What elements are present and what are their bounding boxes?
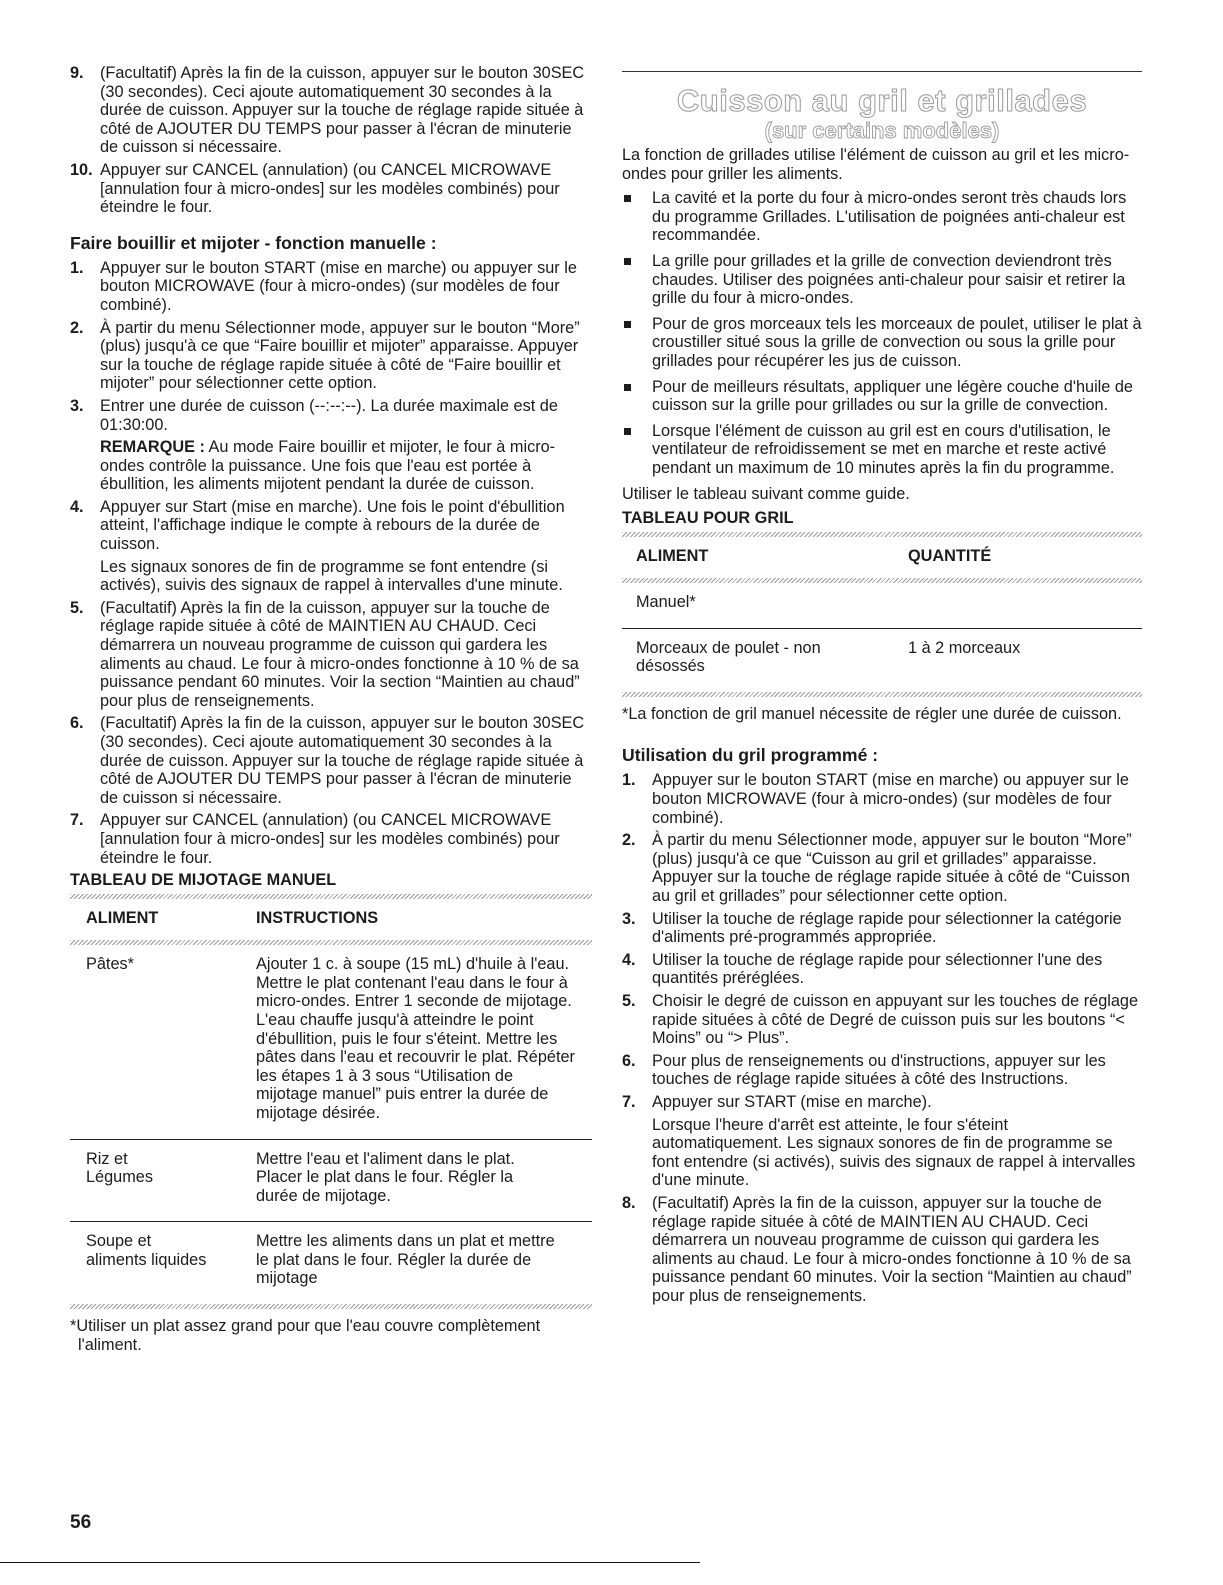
- list-item: 1. Appuyer sur le bouton START (mise en marche) ou appuyer sur le bouton MICROWAVE (four à micro-ondes) (sur modèles de four combiné).: [622, 771, 1129, 827]
- list-item: 8. (Facultatif) Après la fin de la cuisson, appuyer sur la touche de réglage rapide située à côté de MAINTIEN AU CHAUD. Ceci démarrera un nouveau programme de cuisson qui gardera les aliments au chaud. Le four à micro-ondes fonctionne à 10 % de sa puissance pendant 60 minutes. Voir la section “Maintien au chaud” pour plus de renseignements.: [622, 1193, 1132, 1305]
- simmer-table-title: TABLEAU DE MIJOTAGE MANUEL: [70, 871, 337, 890]
- grill-table-title: TABLEAU POUR GRIL: [622, 509, 794, 528]
- page-number: 56: [70, 1512, 92, 1533]
- steps-continued-list: [70, 64, 592, 217]
- list-item: 2. À partir du menu Sélectionner mode, appuyer sur le bouton “More” (plus) jusqu'à ce que “Faire bouillir et mijoter” apparaisse. Appuyer sur la touche de réglage rapide située à côté de “Faire bouillir et mijoter” pour sélectionner cette option.: [70, 318, 580, 393]
- table-row: Manuel*: [636, 593, 696, 612]
- list-item: 7. Appuyer sur START (mise en marche). Lorsque l'heure d'arrêt est atteinte, le four s'éteint automatiquement. Les signaux sonores de fin de programme se font entendre (si activés), suivis des signaux de rappel à intervalles d'une minute.: [622, 1092, 1136, 1190]
- table-divider: [622, 692, 1142, 697]
- grill-table-footnote: *La fonction de gril manuel nécessite de régler une durée de cuisson.: [622, 704, 1122, 723]
- list-item: La cavité et la porte du four à micro-ondes seront très chauds lors du programme Grillades. L'utilisation de poignées anti-chaleur est recommandée.: [622, 189, 1142, 245]
- grill-bullets: [622, 189, 1142, 477]
- grill-program-steps: [622, 771, 1142, 1305]
- bottom-rule: [0, 1562, 700, 1563]
- boil-simmer-steps: [70, 259, 592, 867]
- list-item: 6. Pour plus de renseignements ou d'instructions, appuyer sur les touches de réglage rapide situées à côté des Instructions.: [622, 1051, 1106, 1089]
- list-item: La grille pour grillades et la grille de convection deviendront très chaudes. Utiliser des poignées anti-chaleur pour saisir et retirer la grille du four à micro-ondes.: [622, 252, 1142, 308]
- table-row: Riz et Légumes Mettre l'eau et l'aliment dans le plat. Placer le plat dans le four. Régler la durée de mijotage.: [70, 1139, 592, 1222]
- list-item: 6. (Facultatif) Après la fin de la cuisson, appuyer sur le bouton 30SEC (30 secondes). Ceci ajoute automatiquement 30 secondes à la durée de cuisson. Appuyer sur la touche de réglage rapide située à côté de AJOUTER DU TEMPS pour passer à l'écran de minuterie de cuisson si nécessaire.: [70, 714, 585, 807]
- table-header: ALIMENT INSTRUCTIONS: [86, 909, 379, 928]
- list-item: 3. Utiliser la touche de réglage rapide pour sélectionner la catégorie d'aliments pré-programmés appropriée.: [622, 909, 1122, 947]
- note: REMARQUE : Au mode Faire bouillir et mijoter, le four à micro-ondes contrôle la puissance. Une fois que l'eau est portée à ébullition, les aliments mijotent pendant la durée de cuisson.: [100, 438, 556, 494]
- simmer-table-footnote: *Utiliser un plat assez grand pour que l'eau couvre complètement l'aliment.: [70, 1317, 541, 1354]
- bullet-square-icon: [624, 258, 631, 265]
- list-item: 5. Choisir le degré de cuisson en appuyant sur les touches de réglage rapide situées à côté de Degré de cuisson puis sur les boutons “< Moins” ou “> Plus”.: [622, 992, 1139, 1048]
- list-item: 9. (Facultatif) Après la fin de la cuisson, appuyer sur le bouton 30SEC (30 secondes). Ceci ajoute automatiquement 30 secondes à la durée de cuisson. Appuyer sur la touche de réglage rapide située à côté de AJOUTER DU TEMPS pour passer à l'écran de minuterie de cuisson si nécessaire.: [70, 64, 585, 157]
- right-column: [622, 146, 1142, 1310]
- table-row: Morceaux de poulet - non désossés 1 à 2 morceaux: [622, 628, 1142, 692]
- bullet-square-icon: [624, 384, 631, 391]
- list-item: 4. Utiliser la touche de réglage rapide pour sélectionner l'une des quantités préréglées.: [622, 950, 1103, 988]
- bullet-square-icon: [624, 321, 631, 328]
- section-heading-boil-simmer: Faire bouillir et mijoter - fonction manuelle :: [70, 232, 437, 253]
- banner-subtitle: (sur certains modèles): [764, 118, 1000, 143]
- section-banner: [622, 84, 1142, 144]
- bullet-square-icon: [624, 428, 631, 435]
- list-item: 1. Appuyer sur le bouton START (mise en marche) ou appuyer sur le bouton MICROWAVE (four à micro-ondes) (sur modèles de four combiné).: [70, 258, 577, 314]
- list-item: 10. Appuyer sur CANCEL (annulation) (ou CANCEL MICROWAVE [annulation four à micro-ondes] sur les modèles combinés) pour éteindre le four.: [70, 160, 560, 217]
- grill-table: [622, 532, 1142, 697]
- table-divider: [70, 1304, 592, 1309]
- table-row: Pâtes* Ajouter 1 c. à soupe (15 mL) d'huile à l'eau. Mettre le plat contenant l'eau dans le four à micro-ondes. Entrer 1 seconde de mijotage. L'eau chauffe jusqu'à atteindre le point d'ébullition, puis le four s'éteint. Mettre les pâtes dans l'eau et recouvrir le plat. Répéter les étapes 1 à 3 sous “Utilisation de mijotage manuel” puis entrer la durée de mijotage désirée.: [86, 955, 575, 1122]
- section-top-rule: [622, 71, 1142, 72]
- list-item: 4. Appuyer sur Start (mise en marche). Une fois le point d'ébullition atteint, l'affichage indique le compte à rebours de la durée de cuisson. Les signaux sonores de fin de programme se font entendre (si activés), suivis des signaux de rappel à intervalles d'une minute.: [70, 497, 565, 595]
- banner-title: Cuisson au gril et grillades: [676, 83, 1088, 118]
- table-header: ALIMENT QUANTITÉ: [636, 547, 992, 566]
- list-item: 3. Entrer une durée de cuisson (--:--:--). La durée maximale est de 01:30:00. REMARQUE : Au mode Faire bouillir et mijoter, le four à micro-ondes contrôle la puissance. Une fois que l'eau est portée à ébullition, les aliments mijotent pendant la durée de cuisson.: [70, 397, 592, 494]
- guide-text: Utiliser le tableau suivant comme guide.: [622, 484, 910, 503]
- left-column: [70, 64, 592, 1354]
- list-item: Pour de meilleurs résultats, appliquer une légère couche d'huile de cuisson sur la grille pour grillades ou sur la grille de convection.: [622, 378, 1142, 415]
- list-item: 7. Appuyer sur CANCEL (annulation) (ou CANCEL MICROWAVE [annulation four à micro-ondes] sur les modèles combinés) pour éteindre le four.: [70, 811, 560, 867]
- list-item: 2. À partir du menu Sélectionner mode, appuyer sur le bouton “More” (plus) jusqu'à ce que “Cuisson au gril et grillades” apparaisse. Appuyer sur la touche de réglage rapide située à côté de “Cuisson au gril et grillades” pour sélectionner cette option.: [622, 831, 1132, 906]
- list-item: 5. (Facultatif) Après la fin de la cuisson, appuyer sur la touche de réglage rapide située à côté de MAINTIEN AU CHAUD. Ceci démarrera un nouveau programme de cuisson qui gardera les aliments au chaud. Le four à micro-ondes fonctionne à 10 % de sa puissance pendant 60 minutes. Voir la section “Maintien au chaud” pour plus de renseignements.: [70, 598, 580, 710]
- grill-intro: La fonction de grillades utilise l'élément de cuisson au gril et les micro-ondes pour griller les aliments.: [622, 146, 1130, 183]
- bullet-square-icon: [624, 195, 631, 202]
- table-row: Soupe et aliments liquides Mettre les aliments dans un plat et mettre le plat dans le four. Régler la durée de mijotage: [70, 1221, 592, 1304]
- section-heading-grill-program: Utilisation du gril programmé :: [622, 745, 879, 766]
- simmer-table: [70, 894, 592, 1309]
- list-item: Pour de gros morceaux tels les morceaux de poulet, utiliser le plat à croustiller situé sous la grille de convection ou sous la grille pour grillades pour récupérer les jus de cuisson.: [622, 315, 1142, 371]
- list-item: Lorsque l'élément de cuisson au gril est en cours d'utilisation, le ventilateur de refroidissement se met en marche et reste activé pendant un maximum de 10 minutes après la fin du programme.: [622, 422, 1142, 478]
